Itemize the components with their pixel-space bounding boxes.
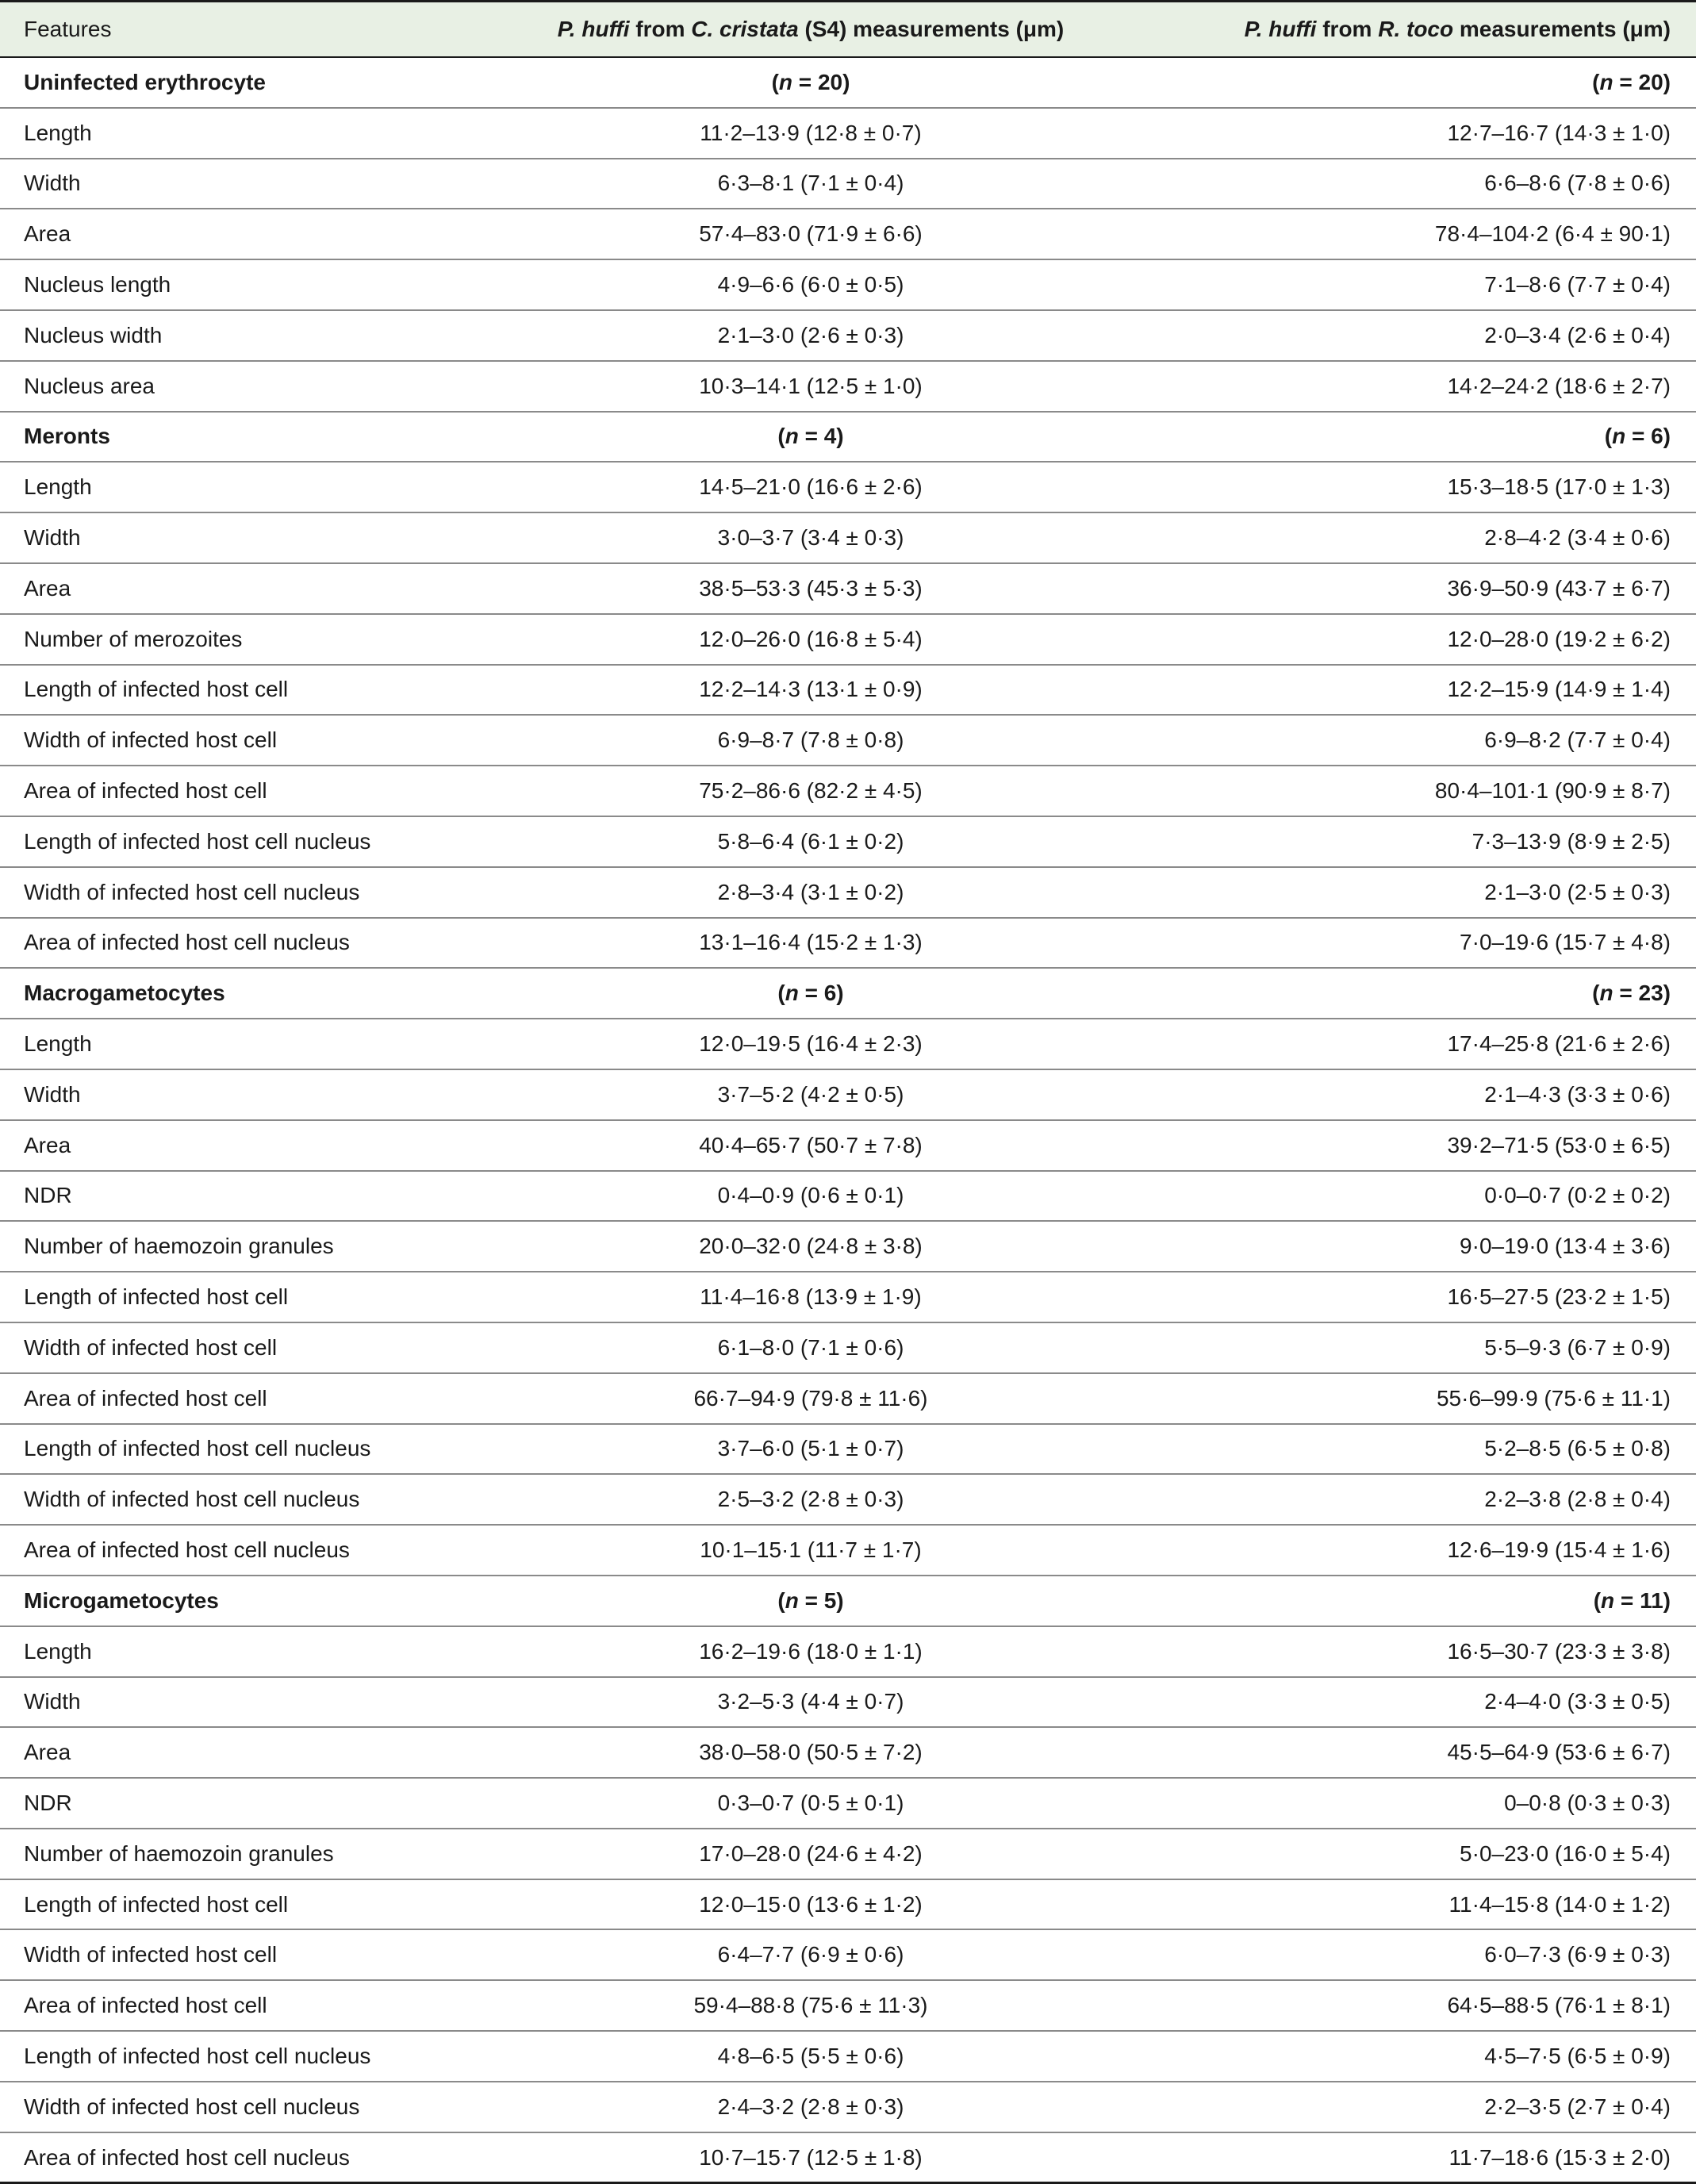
table-row (0, 614, 1696, 665)
header-s4-from: from (629, 17, 692, 41)
table-row (0, 1474, 1696, 1525)
measurement-toco-value: 17·4–25·8 (21·6 ± 2·6) (1122, 1019, 1696, 1069)
measurement-s4-value: 11·4–16·8 (13·9 ± 1·9) (500, 1272, 1122, 1322)
feature-label: Width of infected host cell nucleus (0, 2082, 500, 2132)
section-header-row (0, 968, 1696, 1019)
feature-label: Number of haemozoin granules (0, 1829, 500, 1879)
table-row (0, 259, 1696, 310)
table-row (0, 1879, 1696, 1930)
table-row (0, 1120, 1696, 1171)
feature-label: Nucleus width (0, 310, 500, 361)
table-row (0, 1373, 1696, 1424)
section-title: Microgametocytes (0, 1576, 500, 1626)
table-body (0, 57, 1696, 2183)
feature-label: Area (0, 1120, 500, 1171)
table-row (0, 1272, 1696, 1322)
table-row (0, 715, 1696, 766)
table-row (0, 1069, 1696, 1120)
measurement-toco-value: 6·6–8·6 (7·8 ± 0·6) (1122, 159, 1696, 209)
table-row (0, 1829, 1696, 1879)
header-features: Features (0, 2, 500, 58)
measurement-s4-value: 66·7–94·9 (79·8 ± 11·6) (500, 1373, 1122, 1424)
n-symbol: n (1601, 1587, 1615, 1613)
feature-label: Length (0, 108, 500, 159)
feature-label: Length of infected host cell nucleus (0, 816, 500, 867)
table-header-row (0, 2, 1696, 58)
section-sample-size-s4: (n = 6) (500, 968, 1122, 1019)
measurement-s4-value: 3·7–5·2 (4·2 ± 0·5) (500, 1069, 1122, 1120)
measurement-toco-value: 15·3–18·5 (17·0 ± 1·3) (1122, 462, 1696, 512)
table-row (0, 1019, 1696, 1069)
n-symbol: n (785, 1587, 799, 1613)
section-sample-size-s4: (n = 4) (500, 412, 1122, 463)
feature-label: Area (0, 563, 500, 614)
measurement-s4-value: 11·2–13·9 (12·8 ± 0·7) (500, 108, 1122, 159)
measurement-s4-value: 3·7–6·0 (5·1 ± 0·7) (500, 1424, 1122, 1475)
measurement-toco-value: 16·5–27·5 (23·2 ± 1·5) (1122, 1272, 1696, 1322)
measurement-toco-value: 5·0–23·0 (16·0 ± 5·4) (1122, 1829, 1696, 1879)
measurement-toco-value: 9·0–19·0 (13·4 ± 3·6) (1122, 1221, 1696, 1272)
table-row (0, 159, 1696, 209)
table-row (0, 462, 1696, 512)
measurement-toco-value: 12·7–16·7 (14·3 ± 1·0) (1122, 108, 1696, 159)
table-row (0, 1322, 1696, 1373)
table-row (0, 1525, 1696, 1576)
measurement-s4-value: 20·0–32·0 (24·8 ± 3·8) (500, 1221, 1122, 1272)
table-row (0, 310, 1696, 361)
sample-size-value: 6 (1651, 424, 1663, 449)
feature-label: Length of infected host cell (0, 1272, 500, 1322)
header-toco-host: R. toco (1378, 17, 1454, 41)
measurement-s4-value: 12·2–14·3 (13·1 ± 0·9) (500, 665, 1122, 716)
table-row (0, 2132, 1696, 2183)
measurement-toco-value: 5·2–8·5 (6·5 ± 0·8) (1122, 1424, 1696, 1475)
table-row (0, 1221, 1696, 1272)
measurement-s4-value: 38·0–58·0 (50·5 ± 7·2) (500, 1727, 1122, 1778)
table-row (0, 1778, 1696, 1829)
feature-label: Area of infected host cell (0, 766, 500, 816)
table-row (0, 816, 1696, 867)
header-toco-measurements (1122, 2, 1696, 58)
table-row (0, 766, 1696, 816)
n-symbol: n (785, 424, 799, 449)
section-header-row (0, 57, 1696, 108)
measurement-toco-value: 12·0–28·0 (19·2 ± 6·2) (1122, 614, 1696, 665)
measurement-toco-value: 80·4–101·1 (90·9 ± 8·7) (1122, 766, 1696, 816)
measurement-s4-value: 6·1–8·0 (7·1 ± 0·6) (500, 1322, 1122, 1373)
sample-size-value: 23 (1638, 981, 1663, 1006)
feature-label: Width of infected host cell (0, 1322, 500, 1373)
feature-label: Number of merozoites (0, 614, 500, 665)
measurement-toco-value: 11·4–15·8 (14·0 ± 1·2) (1122, 1879, 1696, 1930)
feature-label: Width (0, 1069, 500, 1120)
feature-label: Area of infected host cell (0, 1373, 500, 1424)
measurement-s4-value: 75·2–86·6 (82·2 ± 4·5) (500, 766, 1122, 816)
measurement-toco-value: 55·6–99·9 (75·6 ± 11·1) (1122, 1373, 1696, 1424)
table-row (0, 2082, 1696, 2132)
measurement-s4-value: 6·3–8·1 (7·1 ± 0·4) (500, 159, 1122, 209)
measurement-s4-value: 13·1–16·4 (15·2 ± 1·3) (500, 918, 1122, 969)
section-header-row (0, 412, 1696, 463)
table-row (0, 563, 1696, 614)
section-title: Macrogametocytes (0, 968, 500, 1019)
measurement-s4-value: 10·1–15·1 (11·7 ± 1·7) (500, 1525, 1122, 1576)
measurement-toco-value: 4·5–7·5 (6·5 ± 0·9) (1122, 2031, 1696, 2082)
measurement-s4-value: 3·0–3·7 (3·4 ± 0·3) (500, 512, 1122, 563)
feature-label: Length of infected host cell nucleus (0, 1424, 500, 1475)
header-s4-measurements (500, 2, 1122, 58)
feature-label: Length (0, 1626, 500, 1677)
measurement-toco-value: 2·4–4·0 (3·3 ± 0·5) (1122, 1677, 1696, 1728)
measurement-s4-value: 0·3–0·7 (0·5 ± 0·1) (500, 1778, 1122, 1829)
sample-size-value: 4 (823, 424, 837, 449)
measurement-s4-value: 12·0–19·5 (16·4 ± 2·3) (500, 1019, 1122, 1069)
section-sample-size-toco: (n = 6) (1122, 412, 1696, 463)
table-row (0, 1171, 1696, 1222)
table-row (0, 665, 1696, 716)
measurement-toco-value: 2·2–3·8 (2·8 ± 0·4) (1122, 1474, 1696, 1525)
header-toco-rest: measurements (μm) (1453, 17, 1671, 41)
feature-label: Length (0, 462, 500, 512)
measurement-s4-value: 12·0–26·0 (16·8 ± 5·4) (500, 614, 1122, 665)
n-symbol: n (778, 69, 793, 94)
section-sample-size-s4: (n = 20) (500, 57, 1122, 108)
measurement-toco-value: 45·5–64·9 (53·6 ± 6·7) (1122, 1727, 1696, 1778)
measurement-toco-value: 2·0–3·4 (2·6 ± 0·4) (1122, 310, 1696, 361)
feature-label: Length of infected host cell nucleus (0, 2031, 500, 2082)
measurement-toco-value: 0·0–0·7 (0·2 ± 0·2) (1122, 1171, 1696, 1222)
measurement-s4-value: 40·4–65·7 (50·7 ± 7·8) (500, 1120, 1122, 1171)
feature-label: Length of infected host cell (0, 1879, 500, 1930)
table-row (0, 108, 1696, 159)
measurement-toco-value: 14·2–24·2 (18·6 ± 2·7) (1122, 361, 1696, 412)
n-symbol: n (1599, 981, 1614, 1006)
measurement-s4-value: 14·5–21·0 (16·6 ± 2·6) (500, 462, 1122, 512)
measurement-toco-value: 2·1–3·0 (2·5 ± 0·3) (1122, 867, 1696, 918)
measurement-s4-value: 57·4–83·0 (71·9 ± 6·6) (500, 209, 1122, 259)
measurement-s4-value: 4·8–6·5 (5·5 ± 0·6) (500, 2031, 1122, 2082)
feature-label: Nucleus area (0, 361, 500, 412)
measurement-toco-value: 5·5–9·3 (6·7 ± 0·9) (1122, 1322, 1696, 1373)
section-header-row (0, 1576, 1696, 1626)
feature-label: Length (0, 1019, 500, 1069)
measurement-s4-value: 6·9–8·7 (7·8 ± 0·8) (500, 715, 1122, 766)
measurement-toco-value: 12·2–15·9 (14·9 ± 1·4) (1122, 665, 1696, 716)
measurement-toco-value: 7·3–13·9 (8·9 ± 2·5) (1122, 816, 1696, 867)
measurement-s4-value: 4·9–6·6 (6·0 ± 0·5) (500, 259, 1122, 310)
header-s4-species: P. huffi (557, 17, 630, 41)
measurement-toco-value: 64·5–88·5 (76·1 ± 8·1) (1122, 1980, 1696, 2031)
feature-label: Width (0, 1677, 500, 1728)
measurement-toco-value: 11·7–18·6 (15·3 ± 2·0) (1122, 2132, 1696, 2183)
table-row (0, 512, 1696, 563)
table-row (0, 918, 1696, 969)
feature-label: Width of infected host cell nucleus (0, 867, 500, 918)
measurement-toco-value: 2·1–4·3 (3·3 ± 0·6) (1122, 1069, 1696, 1120)
n-symbol: n (1599, 69, 1614, 94)
sample-size-value: 5 (823, 1587, 837, 1613)
table-row (0, 1424, 1696, 1475)
measurement-toco-value: 39·2–71·5 (53·0 ± 6·5) (1122, 1120, 1696, 1171)
n-symbol: n (1612, 424, 1626, 449)
measurement-toco-value: 12·6–19·9 (15·4 ± 1·6) (1122, 1525, 1696, 1576)
measurement-s4-value: 16·2–19·6 (18·0 ± 1·1) (500, 1626, 1122, 1677)
feature-label: Area of infected host cell (0, 1980, 500, 2031)
table-row (0, 361, 1696, 412)
measurement-s4-value: 6·4–7·7 (6·9 ± 0·6) (500, 1929, 1122, 1980)
section-title: Meronts (0, 412, 500, 463)
measurement-s4-value: 12·0–15·0 (13·6 ± 1·2) (500, 1879, 1122, 1930)
table-row (0, 1727, 1696, 1778)
measurement-s4-value: 59·4–88·8 (75·6 ± 11·3) (500, 1980, 1122, 2031)
feature-label: Width (0, 159, 500, 209)
measurement-toco-value: 2·8–4·2 (3·4 ± 0·6) (1122, 512, 1696, 563)
feature-label: NDR (0, 1171, 500, 1222)
table-row (0, 1626, 1696, 1677)
measurement-s4-value: 0·4–0·9 (0·6 ± 0·1) (500, 1171, 1122, 1222)
feature-label: Width of infected host cell (0, 1929, 500, 1980)
feature-label: Length of infected host cell (0, 665, 500, 716)
sample-size-value: 20 (817, 69, 843, 94)
feature-label: Number of haemozoin granules (0, 1221, 500, 1272)
measurement-s4-value: 2·4–3·2 (2·8 ± 0·3) (500, 2082, 1122, 2132)
section-title: Uninfected erythrocyte (0, 57, 500, 108)
measurement-s4-value: 2·8–3·4 (3·1 ± 0·2) (500, 867, 1122, 918)
measurement-s4-value: 17·0–28·0 (24·6 ± 4·2) (500, 1829, 1122, 1879)
n-symbol: n (785, 981, 799, 1006)
feature-label: Area of infected host cell nucleus (0, 2132, 500, 2183)
measurement-toco-value: 0–0·8 (0·3 ± 0·3) (1122, 1778, 1696, 1829)
feature-label: Width (0, 512, 500, 563)
feature-label: Area (0, 1727, 500, 1778)
measurement-toco-value: 7·0–19·6 (15·7 ± 4·8) (1122, 918, 1696, 969)
measurement-s4-value: 2·1–3·0 (2·6 ± 0·3) (500, 310, 1122, 361)
measurement-s4-value: 2·5–3·2 (2·8 ± 0·3) (500, 1474, 1122, 1525)
measurement-s4-value: 5·8–6·4 (6·1 ± 0·2) (500, 816, 1122, 867)
section-sample-size-toco: (n = 11) (1122, 1576, 1696, 1626)
measurement-toco-value: 2·2–3·5 (2·7 ± 0·4) (1122, 2082, 1696, 2132)
measurement-toco-value: 16·5–30·7 (23·3 ± 3·8) (1122, 1626, 1696, 1677)
table-row (0, 1929, 1696, 1980)
feature-label: Width of infected host cell nucleus (0, 1474, 500, 1525)
feature-label: NDR (0, 1778, 500, 1829)
sample-size-value: 6 (823, 981, 837, 1006)
feature-label: Width of infected host cell (0, 715, 500, 766)
measurement-s4-value: 3·2–5·3 (4·4 ± 0·7) (500, 1677, 1122, 1728)
section-sample-size-toco: (n = 23) (1122, 968, 1696, 1019)
measurement-toco-value: 6·0–7·3 (6·9 ± 0·3) (1122, 1929, 1696, 1980)
measurement-toco-value: 78·4–104·2 (6·4 ± 90·1) (1122, 209, 1696, 259)
section-sample-size-s4: (n = 5) (500, 1576, 1122, 1626)
measurement-toco-value: 6·9–8·2 (7·7 ± 0·4) (1122, 715, 1696, 766)
sample-size-value: 11 (1640, 1587, 1663, 1613)
sample-size-value: 20 (1638, 69, 1663, 94)
measurement-toco-value: 7·1–8·6 (7·7 ± 0·4) (1122, 259, 1696, 310)
header-toco-species: P. huffi (1244, 17, 1317, 41)
feature-label: Area of infected host cell nucleus (0, 1525, 500, 1576)
table-row (0, 1677, 1696, 1728)
measurement-s4-value: 10·7–15·7 (12·5 ± 1·8) (500, 2132, 1122, 2183)
measurement-toco-value: 36·9–50·9 (43·7 ± 6·7) (1122, 563, 1696, 614)
header-s4-host: C. cristata (691, 17, 799, 41)
feature-label: Area (0, 209, 500, 259)
measurement-s4-value: 10·3–14·1 (12·5 ± 1·0) (500, 361, 1122, 412)
section-sample-size-toco: (n = 20) (1122, 57, 1696, 108)
table-row (0, 2031, 1696, 2082)
feature-label: Area of infected host cell nucleus (0, 918, 500, 969)
table-row (0, 1980, 1696, 2031)
header-toco-from: from (1316, 17, 1379, 41)
measurement-s4-value: 38·5–53·3 (45·3 ± 5·3) (500, 563, 1122, 614)
table-row (0, 209, 1696, 259)
header-s4-rest: (S4) measurements (μm) (798, 17, 1065, 41)
feature-label: Nucleus length (0, 259, 500, 310)
table-row (0, 867, 1696, 918)
